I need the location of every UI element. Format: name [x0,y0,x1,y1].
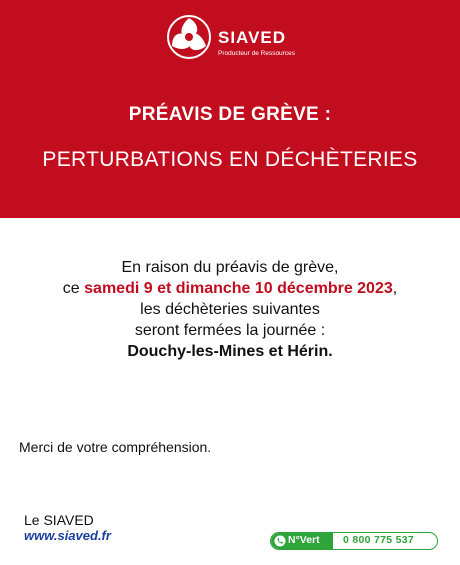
brand-tagline: Producteur de Ressources [218,50,295,57]
notice-line-2 [0,278,460,299]
subheadline: PERTURBATIONS EN DÉCHÈTERIES [42,148,418,171]
closure-dates: samedi 9 et dimanche 10 décembre 2023 [84,280,393,297]
phone-icon [274,535,286,547]
website-link[interactable]: www.siaved.fr [24,528,111,543]
notice-body [0,257,460,362]
hotline-number: 0 800 775 537 [343,534,415,546]
thanks-text: Merci de votre compréhension. [19,439,212,455]
hotline-label: N°Vert [288,534,320,546]
notice-line-2-suffix: , [392,280,398,297]
siaved-logo-icon [166,14,212,60]
headline: PRÉAVIS DE GRÈVE : [128,104,332,125]
closed-sites: Douchy-les-Mines et Hérin. [127,343,333,360]
notice-line-4: seront fermées la journée : [134,322,326,339]
notice-line-1: En raison du préavis de grève, [121,259,339,276]
signature: Le SIAVED [24,512,94,528]
siaved-logo [166,14,306,64]
brand-name: SIAVED [218,28,287,47]
header-banner [0,0,460,218]
notice-line-2-prefix: ce [62,280,85,297]
hotline-tag [271,533,333,549]
notice-line-3: les déchèteries suivantes [140,301,320,318]
hotline-badge[interactable] [270,532,438,550]
